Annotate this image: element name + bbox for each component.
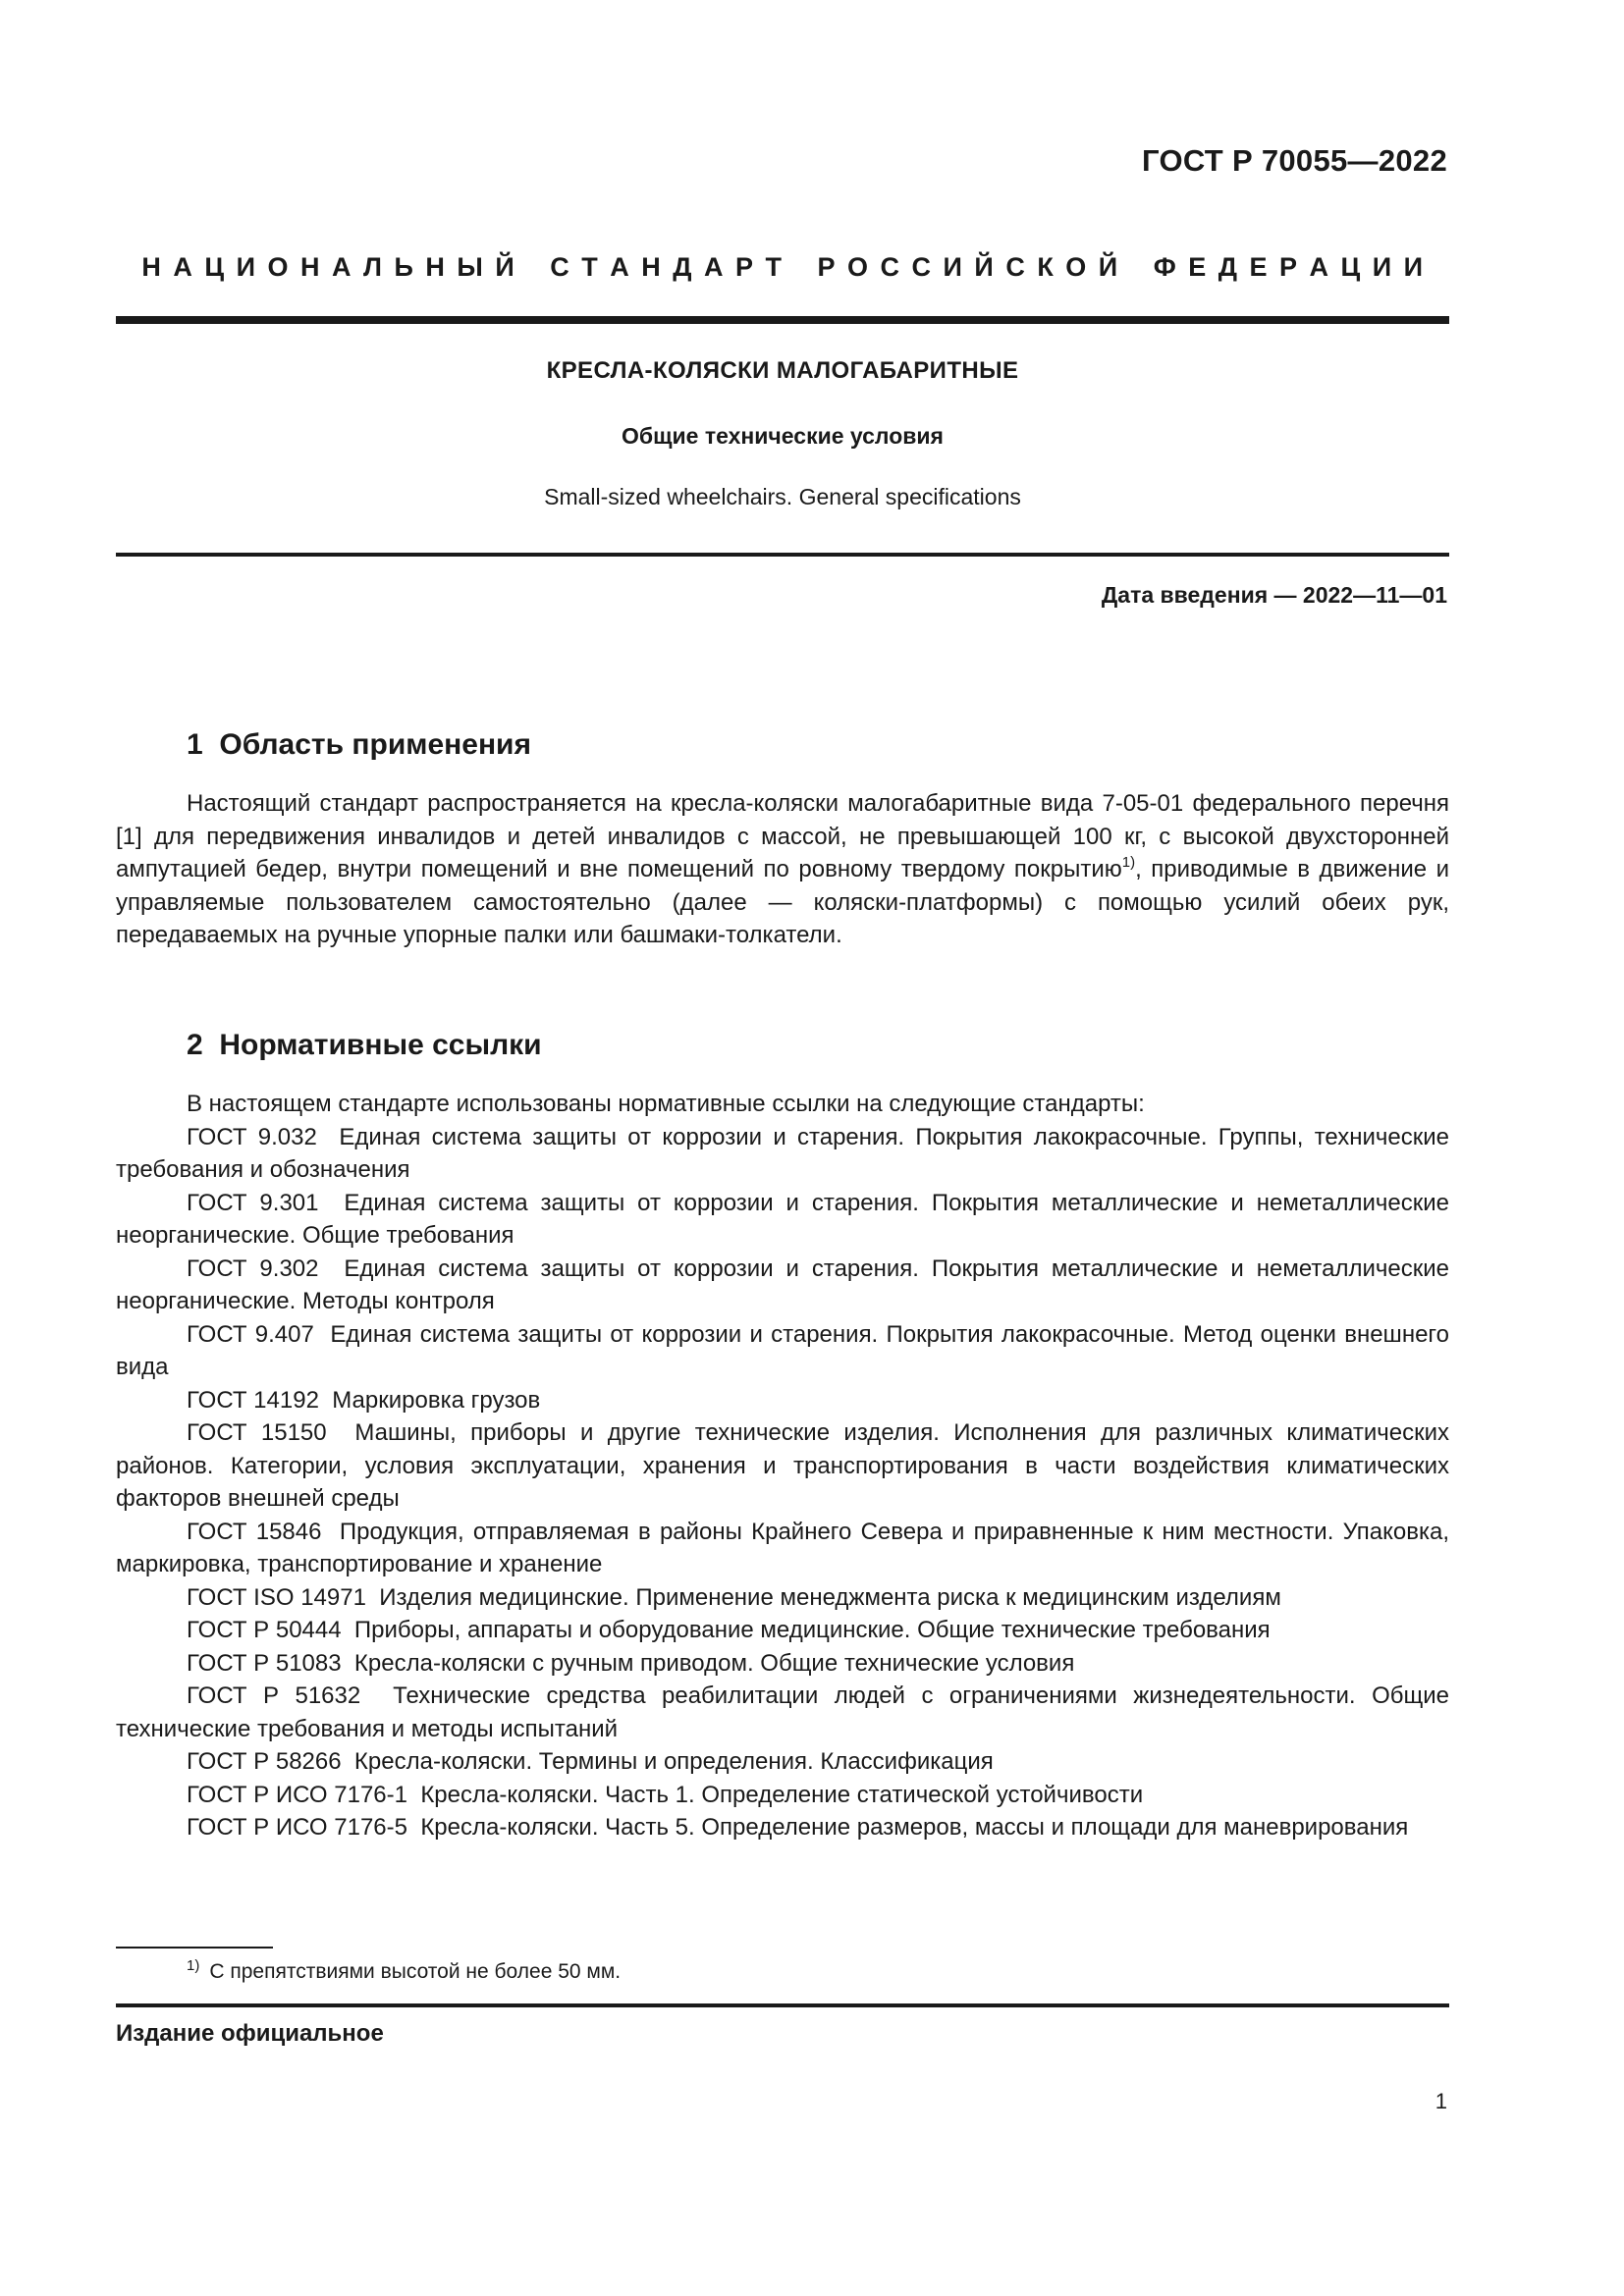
reference-item: ГОСТ 9.301 Единая система защиты от коррозии и старения. Покрытия металлические и неметаллические неорганические. Общие требования bbox=[116, 1189, 1456, 1249]
reference-item: ГОСТ Р 51083 Кресла-коляски с ручным приводом. Общие технические условия bbox=[187, 1649, 1075, 1677]
scope-text-part1: Настоящий стандарт распространяется на кресла-коляски малогабаритные вида 7-05-01 федерального перечня [1] для передвижения инвалидов и детей инвалидов с массой, не превышающей 100 кг, с высокой двухсторонней ампутацией бедер, внутри помещений и вне помещений по ровному твердому покрытию bbox=[116, 790, 1449, 882]
scope-text-part2: , приводимые в движение и управляемые пользователем самостоятельно (далее — коляски-платформы) с помощью усилий обеих рук, передаваемых на ручные упорные палки или башмаки-толкатели. bbox=[116, 856, 1450, 948]
footer-divider bbox=[116, 2003, 1449, 2007]
title-divider bbox=[116, 553, 1449, 557]
reference-item: ГОСТ ISO 14971 Изделия медицинские. Применение менеджмента риска к медицинским изделиям bbox=[187, 1583, 1281, 1611]
section-1-body bbox=[116, 787, 1449, 952]
reference-item: ГОСТ 9.032 Единая система защиты от коррозии и старения. Покрытия лакокрасочные. Группы, технические требования и обозначения bbox=[116, 1123, 1456, 1183]
reference-item: ГОСТ Р ИСО 7176-5 Кресла-коляски. Часть 5. Определение размеров, массы и площади для маневрирования bbox=[187, 1814, 1409, 1841]
standard-subtitle: Общие технические условия bbox=[622, 423, 944, 449]
header-divider bbox=[116, 316, 1449, 324]
reference-item: ГОСТ 14192 Маркировка грузов bbox=[187, 1386, 541, 1414]
scope-paragraph bbox=[116, 787, 1449, 952]
footnote-text: С препятствиями высотой не более 50 мм. bbox=[209, 1960, 622, 1983]
footnote bbox=[187, 1957, 621, 1984]
introduction-date: Дата введения — 2022—11—01 bbox=[1101, 582, 1447, 608]
reference-item: ГОСТ 15846 Продукция, отправляемая в районы Крайнего Севера и приравненные к ним местности. Упаковка, маркировка, транспортирование и хранение bbox=[116, 1518, 1456, 1577]
reference-item: ГОСТ Р 51632 Технические средства реабилитации людей с ограничениями жизнедеятельности. Общие технические требования и методы испытаний bbox=[116, 1682, 1456, 1742]
references-intro: В настоящем стандарте использованы нормативные ссылки на следующие стандарты: bbox=[187, 1091, 1145, 1117]
document-number: ГОСТ Р 70055—2022 bbox=[1142, 143, 1447, 178]
footnote-separator bbox=[116, 1947, 273, 1949]
footnote-mark: 1) bbox=[187, 1957, 200, 1974]
reference-item: ГОСТ 9.302 Единая система защиты от коррозии и старения. Покрытия металлические и неметаллические неорганические. Методы контроля bbox=[116, 1255, 1456, 1314]
section-2-body bbox=[116, 1088, 1456, 1844]
page-number: 1 bbox=[1435, 2089, 1447, 2113]
reference-item: ГОСТ Р 58266 Кресла-коляски. Термины и определения. Классификация bbox=[187, 1748, 994, 1775]
edition-label: Издание официальное bbox=[116, 2020, 384, 2047]
reference-item: ГОСТ Р 50444 Приборы, аппараты и оборудование медицинские. Общие технические требования bbox=[187, 1617, 1271, 1643]
footnote-reference: 1) bbox=[1121, 854, 1136, 871]
reference-item: ГОСТ 15150 Машины, приборы и другие технические изделия. Исполнения для различных климатических районов. Категории, условия эксплуатации, хранения и транспортирования в части воздействия климатических факторов внешней среды bbox=[116, 1419, 1456, 1512]
section-1-heading: 1 Область применения bbox=[187, 728, 532, 761]
reference-item: ГОСТ Р ИСО 7176-1 Кресла-коляски. Часть 1. Определение статической устойчивости bbox=[187, 1781, 1144, 1808]
national-standard-banner: Н А Ц И О Н А Л Ь Н Ы Й С Т А Н Д А Р Т Р О С С И Й С К О Й Ф Е Д Е Р А Ц И И bbox=[141, 252, 1424, 282]
section-2-heading: 2 Нормативные ссылки bbox=[187, 1029, 542, 1061]
standard-title-english: Small-sized wheelchairs. General specifications bbox=[544, 484, 1021, 509]
standard-title: КРЕСЛА-КОЛЯСКИ МАЛОГАБАРИТНЫЕ bbox=[546, 357, 1019, 384]
reference-item: ГОСТ 9.407 Единая система защиты от коррозии и старения. Покрытия лакокрасочные. Метод оценки внешнего вида bbox=[116, 1320, 1456, 1380]
